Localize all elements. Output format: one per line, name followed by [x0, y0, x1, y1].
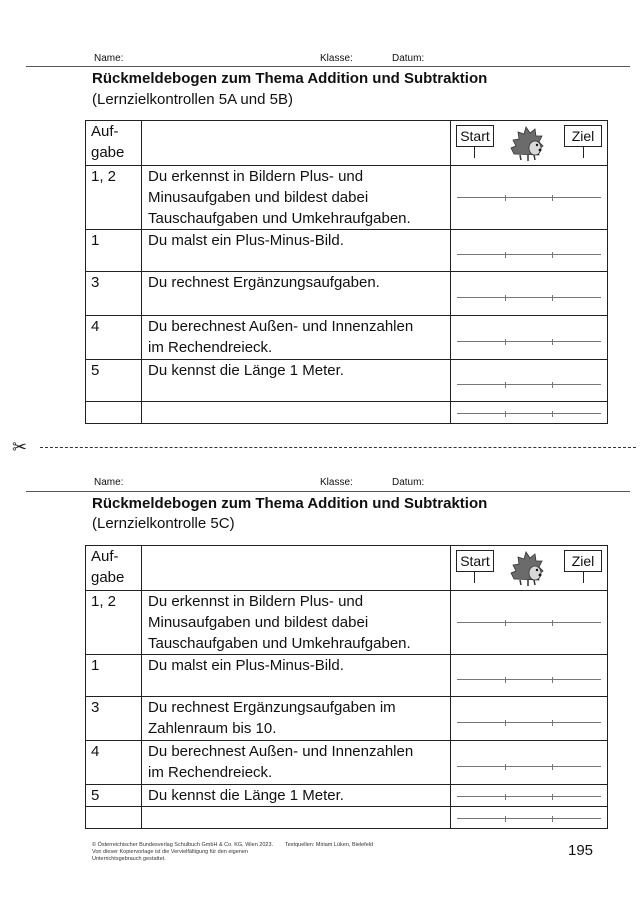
- name-label: Name:: [94, 53, 124, 64]
- progress-scale: [457, 384, 601, 385]
- table-row: [86, 402, 608, 424]
- copyright-notice: [92, 842, 273, 863]
- learning-goal: Du berechnest Außen- und Innenzahlen im Rechendreieck.: [148, 743, 414, 781]
- learning-goal: Du kennst die Länge 1 Meter.: [148, 787, 344, 804]
- task-number: 1, 2: [86, 591, 142, 655]
- sheet-title: Rückmeldebogen zum Thema Addition und Subtraktion: [92, 70, 488, 87]
- progress-scale: [457, 622, 601, 623]
- copyright-line: Von dieser Kopiervorlage ist die Vervielfältigung für den eigenen: [92, 849, 248, 855]
- progress-scale: [457, 796, 601, 797]
- learning-goal: Du malst ein Plus-Minus-Bild.: [148, 232, 344, 249]
- progress-scale: [457, 413, 601, 414]
- start-label: Start: [456, 125, 494, 147]
- learning-goal: Du rechnest Ergänzungsaufgaben im Zahlenraum bis 10.: [148, 699, 396, 737]
- progress-scale: [457, 722, 601, 723]
- progress-scale: [457, 254, 601, 255]
- copyright-line: © Österreichischer Bundesverlag Schulbuch GmbH & Co. KG, Wien 2023.: [92, 842, 274, 848]
- table-header-row: [86, 546, 608, 591]
- copyright-line: Unterrichtsgebrauch gestattet.: [92, 856, 166, 862]
- learning-goal: Du erkennst in Bildern Plus- und Minusaufgaben und bildest dabei Tauschaufgaben und Umkehraufgaben.: [148, 168, 411, 227]
- task-number: 5: [86, 785, 142, 807]
- progress-scale: [457, 679, 601, 680]
- task-number: 3: [86, 697, 142, 741]
- progress-scale: [457, 297, 601, 298]
- table-row: [86, 316, 608, 360]
- datum-label: Datum:: [392, 477, 425, 488]
- progress-scale: [457, 818, 601, 819]
- klasse-label: Klasse:: [320, 53, 353, 64]
- task-number: 4: [86, 741, 142, 785]
- progress-header: [451, 546, 608, 591]
- table-row: [86, 591, 608, 655]
- table-row: [86, 655, 608, 697]
- task-number: 1: [86, 230, 142, 272]
- table-row: [86, 807, 608, 829]
- header-rule: [26, 491, 630, 492]
- table-row: [86, 230, 608, 272]
- table-row: [86, 697, 608, 741]
- page-number: 195: [568, 842, 594, 859]
- ziel-label: Ziel: [564, 550, 602, 572]
- datum-label: Datum:: [392, 53, 425, 64]
- task-number: 5: [86, 360, 142, 402]
- learning-goal: Du malst ein Plus-Minus-Bild.: [148, 657, 344, 674]
- table-row: [86, 741, 608, 785]
- sheet-subtitle: (Lernzielkontrollen 5A und 5B): [92, 91, 293, 108]
- hedgehog-icon: [508, 124, 548, 170]
- feedback-table: [85, 120, 608, 424]
- progress-header: [451, 121, 608, 166]
- hedgehog-icon: [508, 549, 548, 595]
- progress-scale: [457, 341, 601, 342]
- task-number: 1: [86, 655, 142, 697]
- text-sources: Textquellen: Miriam Lüken, Bielefeld: [285, 842, 374, 848]
- task-number: [86, 402, 142, 424]
- table-row: [86, 272, 608, 316]
- learning-goal: Du berechnest Außen- und Innenzahlen im Rechendreieck.: [148, 318, 414, 356]
- task-number: [86, 807, 142, 829]
- task-number: 3: [86, 272, 142, 316]
- name-label: Name:: [94, 477, 124, 488]
- header-rule: [26, 66, 630, 67]
- ziel-label: Ziel: [564, 125, 602, 147]
- task-number: 1, 2: [86, 166, 142, 230]
- progress-scale: [457, 197, 601, 198]
- klasse-label: Klasse:: [320, 477, 353, 488]
- sheet-subtitle: (Lernzielkontrolle 5C): [92, 515, 235, 532]
- task-number: 4: [86, 316, 142, 360]
- learning-goal: Du kennst die Länge 1 Meter.: [148, 362, 344, 379]
- progress-scale: [457, 766, 601, 767]
- table-header-row: [86, 121, 608, 166]
- cut-line: [40, 447, 636, 448]
- table-row: [86, 166, 608, 230]
- learning-goal: Du erkennst in Bildern Plus- und Minusaufgaben und bildest dabei Tauschaufgaben und Umkehraufgaben.: [148, 593, 411, 652]
- feedback-table: [85, 545, 608, 829]
- learning-goal: Du rechnest Ergänzungsaufgaben.: [148, 274, 380, 291]
- column-header-task: Auf- gabe: [91, 548, 125, 586]
- start-label: Start: [456, 550, 494, 572]
- table-row: [86, 785, 608, 807]
- scissors-icon: ✂: [12, 437, 28, 457]
- column-header-task: Auf- gabe: [91, 123, 125, 161]
- sheet-title: Rückmeldebogen zum Thema Addition und Subtraktion: [92, 495, 488, 512]
- table-row: [86, 360, 608, 402]
